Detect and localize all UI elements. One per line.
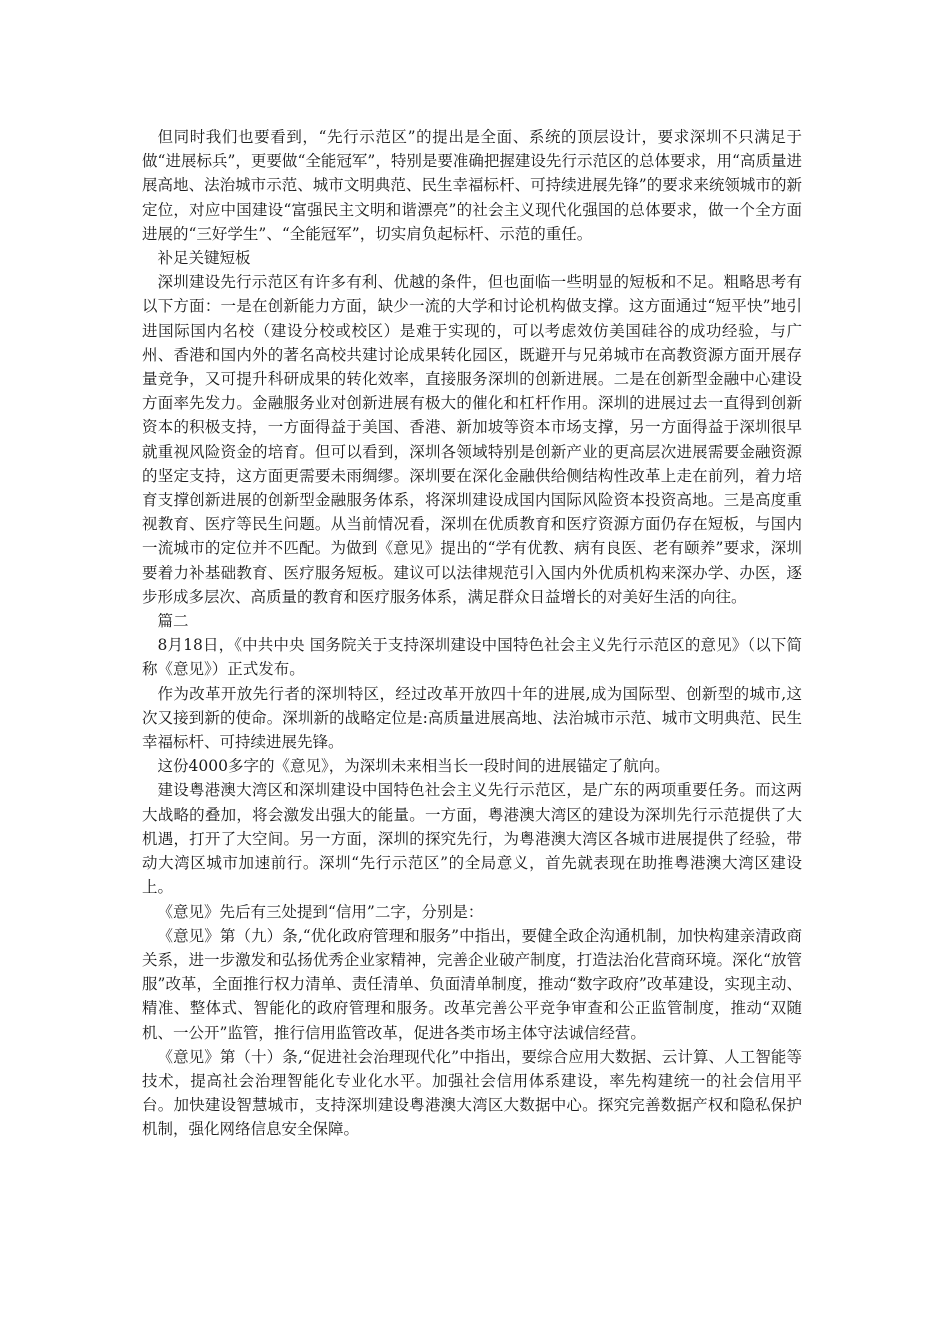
paragraph-article-nine: 《意见》第（九）条,“优化政府管理和服务”中指出，要健全政企沟通机制，加快构建亲清政商关系，进一步激发和弘扬优秀企业家精神，完善企业破产制度，打造法治化营商环境。深化“放管服”改革，全面推行权力清单、责任清单、负面清单制度，推动“数字政府”改革建设，实现主动、精准、整体式、智能化的政府管理和服务。改革完善公平竞争审查和公正监管制度，推动“双随机、一公开”监管，推行信用监管改革，促进各类市场主体守法诚信经营。 bbox=[142, 926, 802, 1042]
paragraph-shortcomings: 深圳建设先行示范区有许多有利、优越的条件，但也面临一些明显的短板和不足。粗略思考有以下方面：一是在创新能力方面，缺少一流的大学和讨论机构做支撑。这方面通过“短平快”地引进国际国内名校（建设分校或校区）是难于实现的，可以考虑效仿美国硅谷的成功经验，与广州、香港和国内外的著名高校共建讨论成果转化园区，既避开与兄弟城市在高教资源方面开展存量竞争，又可提升科研成果的转化效率，直接服务深圳的创新进展。二是在创新型金融中心建设方面率先发力。金融服务业对创新进展有极大的催化和杠杆作用。深圳的进展过去一直得到创新资本的积极支持，一方面得益于美国、香港、新加坡等资本市场支撑，另一方面得益于深圳很早就重视风险资金的培育。但可以看到，深圳各领域特别是创新产业的更高层次进展需要金融资源的坚定支持，这方面更需要未雨绸缪。深圳要在深化金融供给侧结构性改革上走在前列，着力培育支撑创新进展的创新型金融服务体系，将深圳建设成国内国际风险资本投资高地。三是高度重视教育、医疗等民生问题。从当前情况看，深圳在优质教育和医疗资源方面仍存在短板，与国内一流城市的定位并不匹配。为做到《意见》提出的“学有优教、病有良医、老有颐养”要求，深圳要着力补基础教育、医疗服务短板。建议可以法律规范引入国内外优质机构来深办学、办医，逐步形成多层次、高质量的教育和医疗服务体系，满足群众日益增长的对美好生活的向往。 bbox=[142, 273, 802, 606]
paragraph-credit-mentions: 《意见》先后有三处提到“信用”二字，分别是： bbox=[157, 902, 484, 921]
paragraph-article-ten: 《意见》第（十）条,“促进社会治理现代化”中指出，要综合应用大数据、云计算、人工智能等技术，提高社会治理智能化专业化水平。加强社会信用体系建设，率先构建统一的社会信用平台。加快建设智慧城市，支持深圳建设粤港澳大湾区大数据中心。探究完善数据产权和隐私保护机制，强化网络信息安全保障。 bbox=[142, 1047, 802, 1139]
paragraph-positioning: 作为改革开放先行者的深圳特区，经过改革开放四十年的进展,成为国际型、创新型的城市,这次又接到新的使命。深圳新的战略定位是:高质量进展高地、法治城市示范、城市文明典范、民生幸福标杆、可持续进展先锋。 bbox=[142, 684, 802, 752]
section-heading-shortcomings: 补足关键短板 bbox=[157, 249, 251, 268]
document-body bbox=[142, 125, 802, 1142]
paragraph-release: 8月18日，《中共中央 国务院关于支持深圳建设中国特色社会主义先行示范区的意见》（以下简称《意见》）正式发布。 bbox=[142, 636, 802, 679]
paragraph-direction: 这份4000多字的《意见》，为深圳未来相当长一段时间的进展锚定了航向。 bbox=[157, 757, 670, 776]
paragraph-greater-bay-area: 建设粤港澳大湾区和深圳建设中国特色社会主义先行示范区，是广东的两项重要任务。而这两大战略的叠加，将会激发出强大的能量。一方面，粤港澳大湾区的建设为深圳先行示范提供了大机遇，打开了大空间。另一方面，深圳的探究先行，为粤港澳大湾区各城市进展提供了经验，带动大湾区城市加速前行。深圳“先行示范区”的全局意义，首先就表现在助推粤港澳大湾区建设上。 bbox=[142, 781, 802, 897]
section-heading-part-two: 篇二 bbox=[157, 612, 189, 631]
paragraph-intro: 但同时我们也要看到，“先行示范区”的提出是全面、系统的顶层设计，要求深圳不只满足于做“进展标兵”，更要做“全能冠军”，特别是要准确把握建设先行示范区的总体要求，用“高质量进展高地、法治城市示范、城市文明典范、民生幸福标杆、可持续进展先锋”的要求来统领城市的新定位，对应中国建设“富强民主文明和谐漂亮”的社会主义现代化强国的总体要求，做一个全方面进展的“三好学生”、“全能冠军”，切实肩负起标杆、示范的重任。 bbox=[142, 128, 802, 243]
